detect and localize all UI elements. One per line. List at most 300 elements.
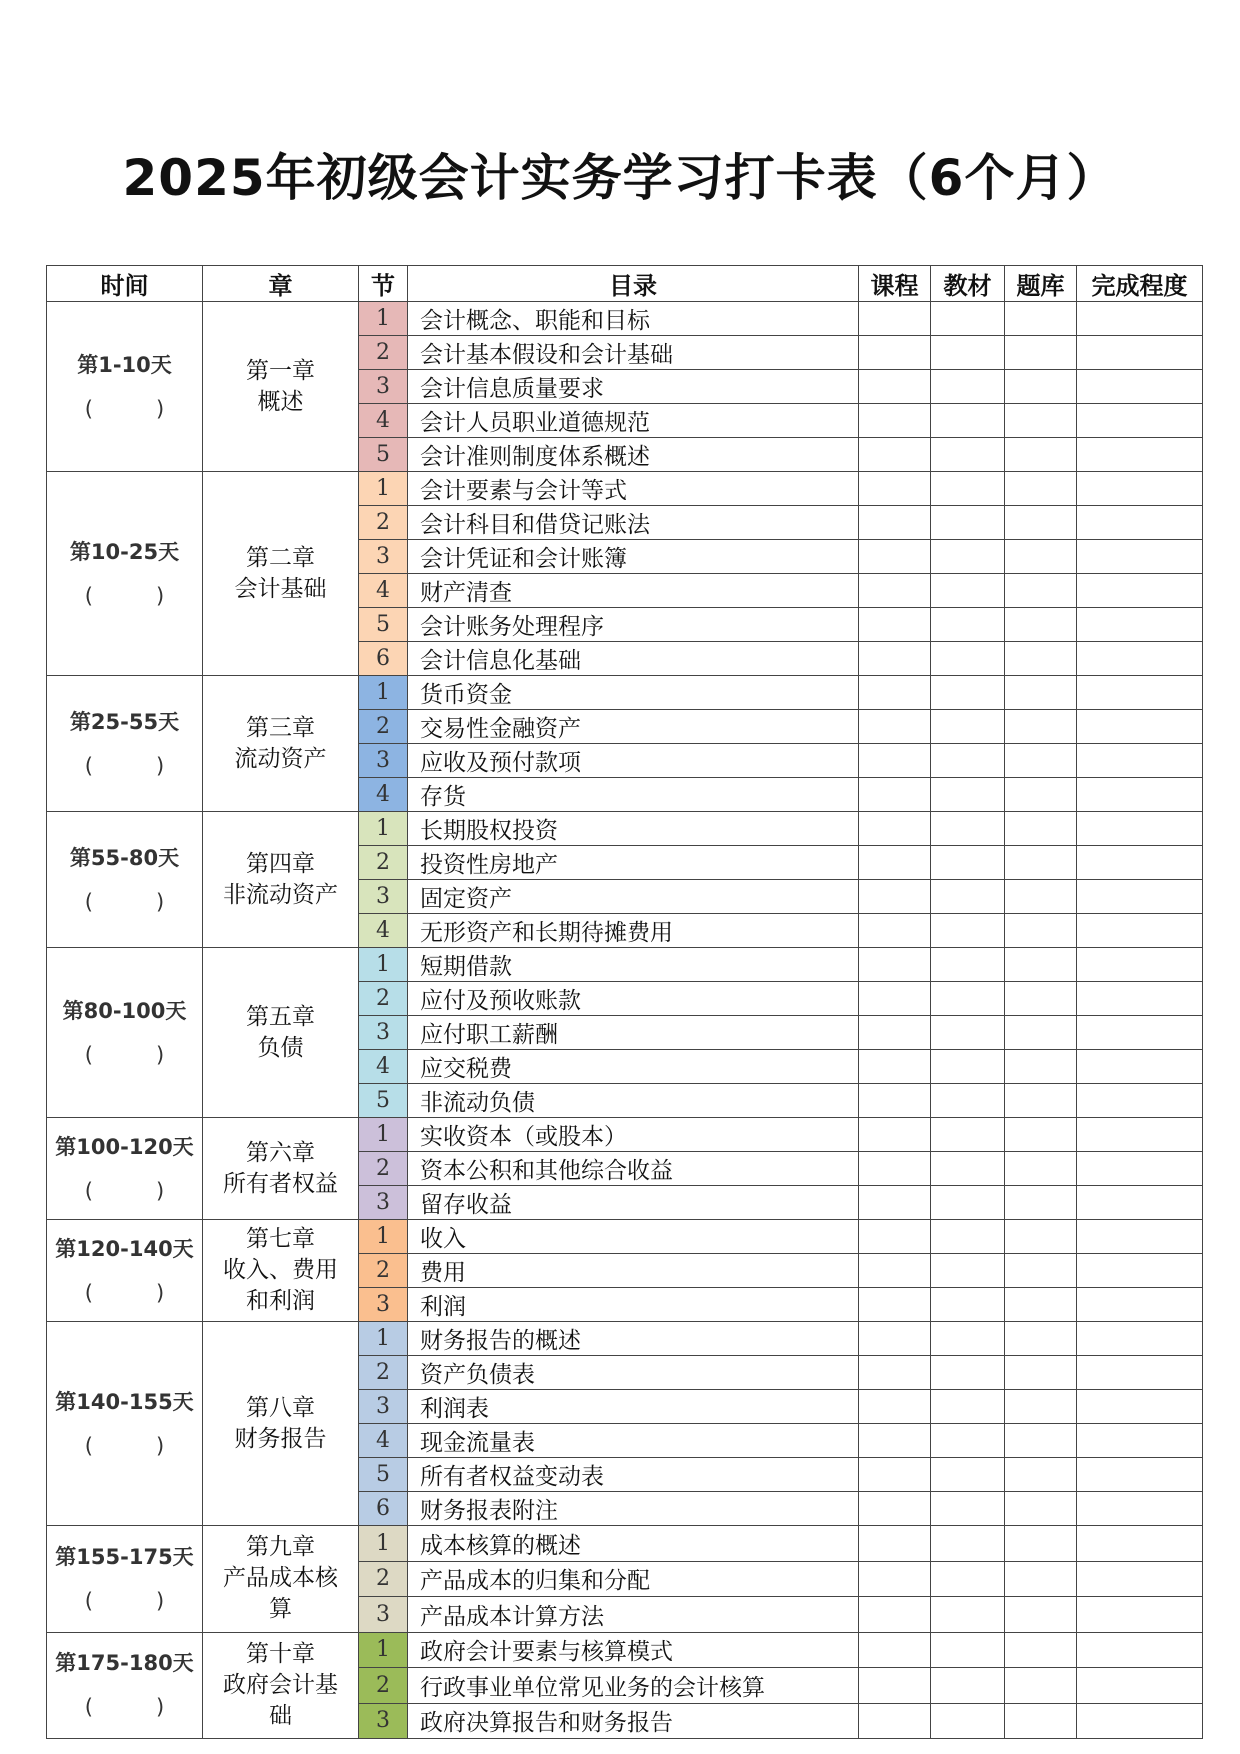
completion-cell[interactable] [1077, 1492, 1203, 1526]
completion-cell[interactable] [1077, 1526, 1203, 1562]
chapter-label: 第六章 [246, 1139, 315, 1166]
course-check[interactable] [859, 574, 931, 608]
completion-cell[interactable] [1077, 608, 1203, 642]
section-title: 产品成本的归集和分配 [408, 1561, 859, 1597]
completion-cell[interactable] [1077, 1288, 1203, 1322]
textbook-check[interactable] [931, 574, 1005, 608]
date-blank[interactable]: ( ) [84, 1178, 165, 1203]
textbook-check[interactable] [931, 1084, 1005, 1118]
completion-cell[interactable] [1077, 710, 1203, 744]
textbook-check[interactable] [931, 1322, 1005, 1356]
table-row [47, 1220, 1203, 1254]
completion-cell[interactable] [1077, 1254, 1203, 1288]
textbook-check[interactable] [931, 744, 1005, 778]
time-cell[interactable] [47, 948, 203, 1118]
textbook-check[interactable] [931, 1152, 1005, 1186]
section-number: 3 [359, 1288, 408, 1322]
course-check[interactable] [859, 370, 931, 404]
course-check[interactable] [859, 438, 931, 472]
course-check[interactable] [859, 404, 931, 438]
question-bank-check[interactable] [1005, 1390, 1077, 1424]
textbook-check[interactable] [931, 540, 1005, 574]
question-bank-check[interactable] [1005, 404, 1077, 438]
course-check[interactable] [859, 1322, 931, 1356]
course-check[interactable] [859, 812, 931, 846]
completion-cell[interactable] [1077, 370, 1203, 404]
section-number: 1 [359, 948, 408, 982]
day-range: 第100-120天 [55, 1134, 194, 1159]
question-bank-check[interactable] [1005, 948, 1077, 982]
date-blank[interactable]: ( ) [84, 583, 165, 608]
course-check[interactable] [859, 1492, 931, 1526]
completion-cell[interactable] [1077, 574, 1203, 608]
chapter-label: 第三章 [246, 714, 315, 741]
section-title: 货币资金 [408, 676, 859, 710]
header-contents: 目录 [408, 266, 859, 302]
question-bank-check[interactable] [1005, 608, 1077, 642]
course-check[interactable] [859, 880, 931, 914]
completion-cell[interactable] [1077, 336, 1203, 370]
question-bank-check[interactable] [1005, 1703, 1077, 1739]
day-range: 第10-25天 [69, 539, 180, 564]
section-title: 会计概念、职能和目标 [408, 302, 859, 336]
day-range: 第1-10天 [77, 352, 172, 377]
textbook-check[interactable] [931, 914, 1005, 948]
course-check[interactable] [859, 1390, 931, 1424]
section-title: 财务报表附注 [408, 1492, 859, 1526]
chapter-label: 算 [269, 1596, 292, 1623]
course-check[interactable] [859, 778, 931, 812]
page-title: 2025年初级会计实务学习打卡表（6个月） [122, 149, 1118, 207]
time-cell[interactable] [47, 676, 203, 812]
question-bank-check[interactable] [1005, 540, 1077, 574]
chapter-label: 财务报告 [234, 1425, 327, 1452]
textbook-check[interactable] [931, 1492, 1005, 1526]
completion-cell[interactable] [1077, 302, 1203, 336]
section-title: 财产清查 [408, 574, 859, 608]
course-check[interactable] [859, 336, 931, 370]
section-title: 收入 [408, 1220, 859, 1254]
course-check[interactable] [859, 608, 931, 642]
time-cell[interactable] [47, 812, 203, 948]
chapter-label: 负债 [257, 1034, 304, 1061]
completion-cell[interactable] [1077, 642, 1203, 676]
textbook-check[interactable] [931, 1668, 1005, 1704]
section-number: 1 [359, 1118, 408, 1152]
date-blank[interactable]: ( ) [84, 1433, 165, 1458]
section-title: 资产负债表 [408, 1356, 859, 1390]
chapter-label: 第十章 [246, 1640, 315, 1667]
date-blank[interactable]: ( ) [84, 1280, 165, 1305]
question-bank-check[interactable] [1005, 1220, 1077, 1254]
section-number: 1 [359, 676, 408, 710]
textbook-check[interactable] [931, 1424, 1005, 1458]
section-title: 会计人员职业道德规范 [408, 404, 859, 438]
section-title: 会计信息质量要求 [408, 370, 859, 404]
chapter-label: 第四章 [246, 850, 315, 877]
course-check[interactable] [859, 982, 931, 1016]
completion-cell[interactable] [1077, 1186, 1203, 1220]
question-bank-check[interactable] [1005, 744, 1077, 778]
date-blank[interactable]: ( ) [84, 889, 165, 914]
section-number: 1 [359, 472, 408, 506]
completion-cell[interactable] [1077, 1561, 1203, 1597]
section-number: 2 [359, 846, 408, 880]
question-bank-check[interactable] [1005, 1668, 1077, 1704]
table-row [47, 1118, 1203, 1152]
question-bank-check[interactable] [1005, 846, 1077, 880]
textbook-check[interactable] [931, 1561, 1005, 1597]
completion-cell[interactable] [1077, 1703, 1203, 1739]
completion-cell[interactable] [1077, 1084, 1203, 1118]
course-check[interactable] [859, 1118, 931, 1152]
chapter-label: 产品成本核 [223, 1565, 338, 1592]
question-bank-check[interactable] [1005, 1561, 1077, 1597]
textbook-check[interactable] [931, 404, 1005, 438]
date-blank[interactable]: ( ) [84, 396, 165, 421]
section-title: 交易性金融资产 [408, 710, 859, 744]
section-title: 会计基本假设和会计基础 [408, 336, 859, 370]
section-number: 1 [359, 1322, 408, 1356]
textbook-check[interactable] [931, 370, 1005, 404]
section-number: 4 [359, 404, 408, 438]
chapter-cell [203, 1632, 359, 1739]
section-number: 3 [359, 1186, 408, 1220]
table-row [47, 676, 1203, 710]
textbook-check[interactable] [931, 1632, 1005, 1668]
section-title: 无形资产和长期待摊费用 [408, 914, 859, 948]
textbook-check[interactable] [931, 1356, 1005, 1390]
section-number: 3 [359, 1390, 408, 1424]
chapter-cell [203, 1322, 359, 1526]
day-range: 第80-100天 [62, 998, 187, 1023]
course-check[interactable] [859, 1458, 931, 1492]
question-bank-check[interactable] [1005, 982, 1077, 1016]
section-number: 6 [359, 1492, 408, 1526]
date-blank[interactable]: ( ) [84, 1588, 165, 1613]
course-check[interactable] [859, 1254, 931, 1288]
chapter-cell [203, 812, 359, 948]
day-range: 第155-175天 [55, 1544, 194, 1569]
header-question-bank: 题库 [1005, 266, 1077, 302]
textbook-check[interactable] [931, 948, 1005, 982]
textbook-check[interactable] [931, 982, 1005, 1016]
question-bank-check[interactable] [1005, 1118, 1077, 1152]
section-number: 1 [359, 302, 408, 336]
completion-cell[interactable] [1077, 1632, 1203, 1668]
course-check[interactable] [859, 1186, 931, 1220]
course-check[interactable] [859, 1016, 931, 1050]
completion-cell[interactable] [1077, 914, 1203, 948]
textbook-check[interactable] [931, 302, 1005, 336]
header-textbook: 教材 [931, 266, 1005, 302]
chapter-cell [203, 472, 359, 676]
completion-cell[interactable] [1077, 1220, 1203, 1254]
textbook-check[interactable] [931, 1288, 1005, 1322]
chapter-label: 第七章 [246, 1226, 315, 1252]
course-check[interactable] [859, 914, 931, 948]
textbook-check[interactable] [931, 1220, 1005, 1254]
completion-cell[interactable] [1077, 846, 1203, 880]
textbook-check[interactable] [931, 846, 1005, 880]
textbook-check[interactable] [931, 1458, 1005, 1492]
textbook-check[interactable] [931, 880, 1005, 914]
question-bank-check[interactable] [1005, 1492, 1077, 1526]
course-check[interactable] [859, 1703, 931, 1739]
course-check[interactable] [859, 1050, 931, 1084]
chapter-label: 政府会计基 [223, 1671, 338, 1698]
chapter-cell [203, 948, 359, 1118]
textbook-check[interactable] [931, 812, 1005, 846]
section-title: 会计凭证和会计账簿 [408, 540, 859, 574]
question-bank-check[interactable] [1005, 676, 1077, 710]
completion-cell[interactable] [1077, 1322, 1203, 1356]
header-row [47, 266, 1203, 302]
textbook-check[interactable] [931, 506, 1005, 540]
question-bank-check[interactable] [1005, 574, 1077, 608]
section-number: 5 [359, 1084, 408, 1118]
course-check[interactable] [859, 1424, 931, 1458]
question-bank-check[interactable] [1005, 710, 1077, 744]
chapter-cell [203, 1118, 359, 1220]
question-bank-check[interactable] [1005, 438, 1077, 472]
section-number: 3 [359, 1597, 408, 1633]
course-check[interactable] [859, 506, 931, 540]
course-check[interactable] [859, 1220, 931, 1254]
section-number: 3 [359, 1703, 408, 1739]
textbook-check[interactable] [931, 1016, 1005, 1050]
study-checkin-table [46, 265, 1203, 1739]
textbook-check[interactable] [931, 1254, 1005, 1288]
question-bank-check[interactable] [1005, 1526, 1077, 1562]
question-bank-check[interactable] [1005, 1322, 1077, 1356]
time-cell[interactable] [47, 472, 203, 676]
chapter-cell [203, 1220, 359, 1322]
course-check[interactable] [859, 1356, 931, 1390]
completion-cell[interactable] [1077, 948, 1203, 982]
section-number: 1 [359, 1220, 408, 1254]
section-number: 3 [359, 540, 408, 574]
section-number: 4 [359, 914, 408, 948]
chapter-label: 第二章 [246, 544, 315, 571]
section-number: 5 [359, 608, 408, 642]
chapter-label: 概述 [257, 388, 304, 415]
section-title: 应付及预收账款 [408, 982, 859, 1016]
section-number: 2 [359, 710, 408, 744]
date-blank[interactable]: ( ) [84, 1042, 165, 1067]
course-check[interactable] [859, 710, 931, 744]
section-number: 2 [359, 1668, 408, 1704]
question-bank-check[interactable] [1005, 1016, 1077, 1050]
textbook-check[interactable] [931, 608, 1005, 642]
chapter-cell [203, 1526, 359, 1633]
question-bank-check[interactable] [1005, 1458, 1077, 1492]
time-cell[interactable] [47, 1118, 203, 1220]
course-check[interactable] [859, 1561, 931, 1597]
completion-cell[interactable] [1077, 676, 1203, 710]
date-blank[interactable]: ( ) [84, 753, 165, 778]
chapter-label: 第九章 [246, 1534, 315, 1561]
section-number: 4 [359, 1424, 408, 1458]
section-title: 政府会计要素与核算模式 [408, 1632, 859, 1668]
completion-cell[interactable] [1077, 1424, 1203, 1458]
course-check[interactable] [859, 1288, 931, 1322]
time-cell[interactable] [47, 1632, 203, 1739]
textbook-check[interactable] [931, 676, 1005, 710]
course-check[interactable] [859, 472, 931, 506]
question-bank-check[interactable] [1005, 1186, 1077, 1220]
section-number: 5 [359, 1458, 408, 1492]
completion-cell[interactable] [1077, 1118, 1203, 1152]
day-range: 第140-155天 [55, 1389, 194, 1414]
textbook-check[interactable] [931, 1186, 1005, 1220]
section-number: 3 [359, 370, 408, 404]
time-cell[interactable] [47, 1526, 203, 1633]
completion-cell[interactable] [1077, 1597, 1203, 1633]
section-number: 1 [359, 812, 408, 846]
chapter-label: 第五章 [246, 1003, 315, 1030]
course-check[interactable] [859, 846, 931, 880]
section-title: 行政事业单位常见业务的会计核算 [408, 1668, 859, 1704]
question-bank-check[interactable] [1005, 1254, 1077, 1288]
completion-cell[interactable] [1077, 506, 1203, 540]
header-completion: 完成程度 [1077, 266, 1203, 302]
course-check[interactable] [859, 1526, 931, 1562]
textbook-check[interactable] [931, 1703, 1005, 1739]
completion-cell[interactable] [1077, 1016, 1203, 1050]
section-title: 长期股权投资 [408, 812, 859, 846]
course-check[interactable] [859, 1597, 931, 1633]
course-check[interactable] [859, 744, 931, 778]
table-row [47, 812, 1203, 846]
completion-cell[interactable] [1077, 1050, 1203, 1084]
completion-cell[interactable] [1077, 1668, 1203, 1704]
time-cell[interactable] [47, 1322, 203, 1526]
course-check[interactable] [859, 1632, 931, 1668]
textbook-check[interactable] [931, 1050, 1005, 1084]
textbook-check[interactable] [931, 1390, 1005, 1424]
question-bank-check[interactable] [1005, 1050, 1077, 1084]
chapter-label: 和利润 [246, 1288, 315, 1314]
section-number: 2 [359, 506, 408, 540]
course-check[interactable] [859, 1152, 931, 1186]
table-row [47, 1632, 1203, 1668]
course-check[interactable] [859, 676, 931, 710]
question-bank-check[interactable] [1005, 1356, 1077, 1390]
section-number: 2 [359, 1254, 408, 1288]
course-check[interactable] [859, 1668, 931, 1704]
section-number: 4 [359, 778, 408, 812]
question-bank-check[interactable] [1005, 506, 1077, 540]
section-number: 2 [359, 1152, 408, 1186]
completion-cell[interactable] [1077, 778, 1203, 812]
question-bank-check[interactable] [1005, 1084, 1077, 1118]
section-title: 应收及预付款项 [408, 744, 859, 778]
question-bank-check[interactable] [1005, 1597, 1077, 1633]
section-number: 1 [359, 1526, 408, 1562]
textbook-check[interactable] [931, 1597, 1005, 1633]
section-title: 存货 [408, 778, 859, 812]
section-title: 应交税费 [408, 1050, 859, 1084]
table-row [47, 302, 1203, 336]
completion-cell[interactable] [1077, 404, 1203, 438]
textbook-check[interactable] [931, 472, 1005, 506]
textbook-check[interactable] [931, 336, 1005, 370]
section-title: 会计账务处理程序 [408, 608, 859, 642]
section-title: 利润 [408, 1288, 859, 1322]
completion-cell[interactable] [1077, 438, 1203, 472]
question-bank-check[interactable] [1005, 1288, 1077, 1322]
time-cell[interactable] [47, 1220, 203, 1322]
completion-cell[interactable] [1077, 744, 1203, 778]
section-number: 4 [359, 1050, 408, 1084]
question-bank-check[interactable] [1005, 914, 1077, 948]
completion-cell[interactable] [1077, 1356, 1203, 1390]
completion-cell[interactable] [1077, 1458, 1203, 1492]
date-blank[interactable]: ( ) [84, 1695, 165, 1720]
textbook-check[interactable] [931, 778, 1005, 812]
section-title: 固定资产 [408, 880, 859, 914]
course-check[interactable] [859, 540, 931, 574]
question-bank-check[interactable] [1005, 1424, 1077, 1458]
question-bank-check[interactable] [1005, 1152, 1077, 1186]
chapter-label: 础 [269, 1702, 292, 1729]
section-title: 实收资本（或股本） [408, 1118, 859, 1152]
question-bank-check[interactable] [1005, 302, 1077, 336]
question-bank-check[interactable] [1005, 1632, 1077, 1668]
time-cell[interactable] [47, 302, 203, 472]
section-title: 会计科目和借贷记账法 [408, 506, 859, 540]
question-bank-check[interactable] [1005, 880, 1077, 914]
question-bank-check[interactable] [1005, 812, 1077, 846]
textbook-check[interactable] [931, 1118, 1005, 1152]
question-bank-check[interactable] [1005, 472, 1077, 506]
textbook-check[interactable] [931, 438, 1005, 472]
completion-cell[interactable] [1077, 880, 1203, 914]
course-check[interactable] [859, 948, 931, 982]
completion-cell[interactable] [1077, 1390, 1203, 1424]
table-row [47, 472, 1203, 506]
textbook-check[interactable] [931, 1526, 1005, 1562]
section-number: 3 [359, 1016, 408, 1050]
question-bank-check[interactable] [1005, 336, 1077, 370]
completion-cell[interactable] [1077, 1152, 1203, 1186]
chapter-cell [203, 676, 359, 812]
section-title: 利润表 [408, 1390, 859, 1424]
completion-cell[interactable] [1077, 812, 1203, 846]
question-bank-check[interactable] [1005, 370, 1077, 404]
course-check[interactable] [859, 302, 931, 336]
question-bank-check[interactable] [1005, 642, 1077, 676]
section-number: 1 [359, 1632, 408, 1668]
textbook-check[interactable] [931, 642, 1005, 676]
textbook-check[interactable] [931, 710, 1005, 744]
course-check[interactable] [859, 1084, 931, 1118]
question-bank-check[interactable] [1005, 778, 1077, 812]
completion-cell[interactable] [1077, 982, 1203, 1016]
course-check[interactable] [859, 642, 931, 676]
completion-cell[interactable] [1077, 472, 1203, 506]
section-title: 成本核算的概述 [408, 1526, 859, 1562]
section-number: 4 [359, 574, 408, 608]
completion-cell[interactable] [1077, 540, 1203, 574]
section-title: 非流动负债 [408, 1084, 859, 1118]
chapter-label: 非流动资产 [223, 881, 338, 908]
table-row [47, 1526, 1203, 1562]
section-title: 现金流量表 [408, 1424, 859, 1458]
section-title: 所有者权益变动表 [408, 1458, 859, 1492]
section-number: 2 [359, 336, 408, 370]
